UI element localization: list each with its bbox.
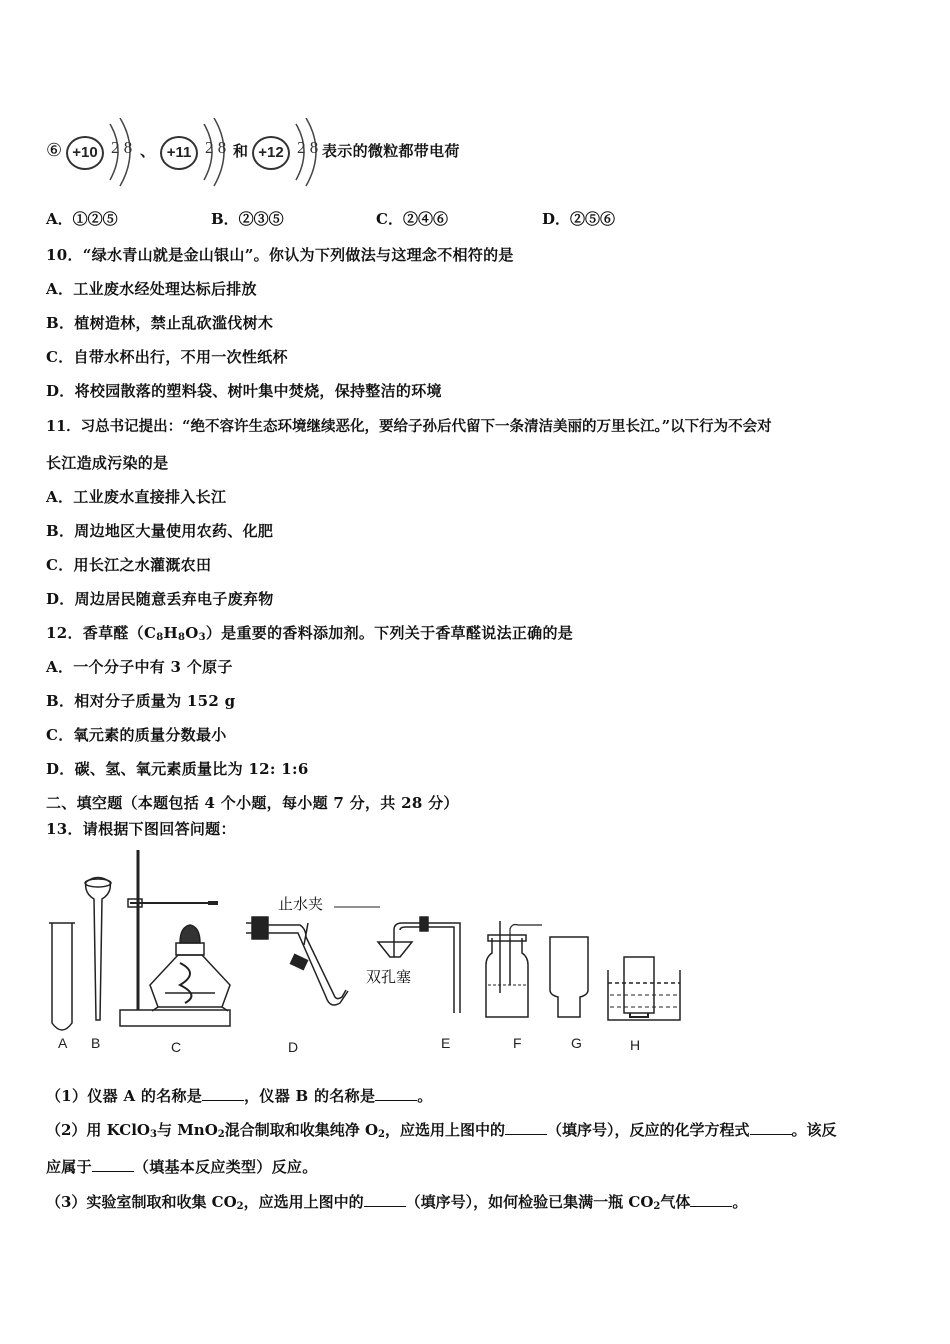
q12-option-c: C．氧元素的质量分数最小 [46, 726, 227, 744]
q13-part1-text: 。 [417, 1087, 433, 1105]
q10-option-a: A．工业废水经处理达标后排放 [46, 280, 257, 298]
iron-stand-c [120, 850, 230, 1026]
q9-option-b: B．②③⑤ [211, 210, 284, 228]
figure-label-g: G [571, 1035, 582, 1051]
q12-option-b: B．相对分子质量为 152 g [46, 692, 236, 710]
gas-jar-g [550, 937, 588, 1017]
q9-separator-2: 和 [233, 142, 249, 160]
q13-part2-text: 应属于 [46, 1158, 92, 1176]
q12-stem-part: 12．香草醛（C [46, 624, 157, 642]
q9-tail-text: 表示的微粒都带电荷 [322, 142, 460, 160]
answer-blank[interactable] [375, 1088, 417, 1101]
q13-part2-text: 。该反 [791, 1121, 837, 1139]
q13-part2-text: 与 MnO [156, 1121, 218, 1139]
atom-diagram-2 [160, 118, 230, 188]
q9-marker: ⑥ [46, 140, 63, 161]
q12-stem [46, 622, 573, 643]
subscript: 8 [156, 632, 164, 643]
q13-part2-text: （2）用 KClO [46, 1121, 150, 1139]
q11-option-d: D．周边居民随意丢弃电子废弃物 [46, 590, 274, 608]
figure-label-b: B [91, 1035, 101, 1051]
q9-option-a: A．①②⑤ [46, 210, 118, 228]
apparatus-figure [40, 845, 700, 1045]
subscript: 2 [653, 1201, 661, 1212]
q10-option-c: C．自带水杯出行，不用一次性纸杯 [46, 348, 288, 366]
delivery-tube-d [246, 907, 373, 1005]
figure-label-f: F [513, 1035, 522, 1051]
answer-blank[interactable] [92, 1159, 134, 1172]
q13-part2-line2 [46, 1156, 318, 1177]
q11-option-b: B．周边地区大量使用农药、化肥 [46, 522, 274, 540]
q13-stem: 13．请根据下图回答问题： [46, 820, 236, 838]
nucleus-2: +11 [160, 136, 198, 170]
q10-option-b: B．植树造林，禁止乱砍滥伐树木 [46, 314, 274, 332]
q13-part3-text: 气体 [660, 1193, 691, 1211]
q13-part2-line1 [46, 1119, 837, 1140]
figure-label-d: D [288, 1039, 299, 1055]
q10-stem: 10．“绿水青山就是金山银山”。你认为下列做法与这理念不相符的是 [46, 246, 514, 264]
shell-electrons-3: 2 8 [297, 138, 319, 157]
q13-part1-text: ，仪器 B 的名称是 [244, 1087, 376, 1105]
section-heading: 二、填空题（本题包括 4 个小题，每小题 7 分，共 28 分） [46, 794, 459, 812]
atom-diagram-3 [252, 118, 322, 188]
q13-part2-text: 混合制取和收集纯净 O [224, 1121, 379, 1139]
answer-blank[interactable] [690, 1194, 732, 1207]
shell-electrons-1: 2 8 [111, 138, 133, 157]
q13-part3-text: （3）实验室制取和收集 CO [46, 1193, 237, 1211]
q11-stem-line1: 11．习总书记提出：“绝不容许生态环境继续恶化，要给子孙后代留下一条清洁美丽的万里长江。”以下行为不会对 [46, 418, 772, 435]
subscript: 3 [198, 632, 206, 643]
figure-label-a: A [58, 1035, 68, 1051]
q9-option-d: D．②⑤⑥ [542, 210, 616, 228]
q12-stem-part: O [185, 624, 199, 642]
q13-part3-text: （填序号），如何检验已集满一瓶 CO [405, 1193, 654, 1211]
subscript: 2 [236, 1201, 244, 1212]
q11-option-c: C．用长江之水灌溉农田 [46, 556, 212, 574]
subscript: 3 [150, 1129, 157, 1140]
answer-blank[interactable] [364, 1194, 406, 1207]
figure-label-e: E [441, 1035, 451, 1051]
shell-electrons-2: 2 8 [205, 138, 227, 157]
q13-part2-text: （填序号），反应的化学方程式 [547, 1121, 750, 1139]
subscript: 8 [177, 632, 186, 643]
q10-option-d: D．将校园散落的塑料袋、树叶集中焚烧，保持整洁的环境 [46, 382, 442, 400]
stopcock-label: 止水夹 [278, 896, 324, 913]
nucleus-3: +12 [252, 136, 290, 170]
figure-label-c: C [171, 1039, 182, 1055]
atom-diagram-1 [66, 118, 136, 188]
q12-stem-part: ）是重要的香料添加剂。下列关于香草醛说法正确的是 [205, 624, 574, 642]
nucleus-1: +10 [66, 136, 104, 170]
q13-part3-text: ，应选用上图中的 [243, 1193, 364, 1211]
q12-option-a: A．一个分子中有 3 个原子 [46, 658, 233, 676]
q13-part3 [46, 1191, 747, 1212]
q11-stem-line2: 长江造成污染的是 [46, 454, 169, 472]
stopper-assembly-e [370, 907, 460, 1013]
answer-blank[interactable] [750, 1122, 792, 1135]
q12-option-d: D．碳、氢、氧元素质量比为 12: 1:6 [46, 760, 309, 778]
q9-option-c: C．②④⑥ [376, 210, 448, 228]
q13-part2-text: （填基本反应类型）反应。 [133, 1158, 318, 1176]
q13-part2-text: ，应选用上图中的 [385, 1121, 506, 1139]
water-trough-h [608, 957, 680, 1020]
figure-label-h: H [630, 1037, 641, 1053]
funnel-b [85, 878, 111, 1021]
q11-option-a: A．工业废水直接排入长江 [46, 488, 227, 506]
subscript: 2 [217, 1129, 225, 1140]
q13-part3-text: 。 [732, 1193, 748, 1211]
test-tube-a [49, 923, 75, 1030]
q13-part1-text: （1）仪器 A 的名称是 [46, 1087, 203, 1105]
q9-separator-1: 、 [140, 142, 156, 160]
q13-part1 [46, 1085, 433, 1106]
answer-blank[interactable] [505, 1122, 547, 1135]
q12-stem-part: H [163, 624, 178, 642]
subscript: 2 [378, 1129, 386, 1140]
stopper-label: 双孔塞 [366, 969, 412, 986]
answer-blank[interactable] [202, 1088, 244, 1101]
gas-bottle-f [486, 921, 542, 1017]
